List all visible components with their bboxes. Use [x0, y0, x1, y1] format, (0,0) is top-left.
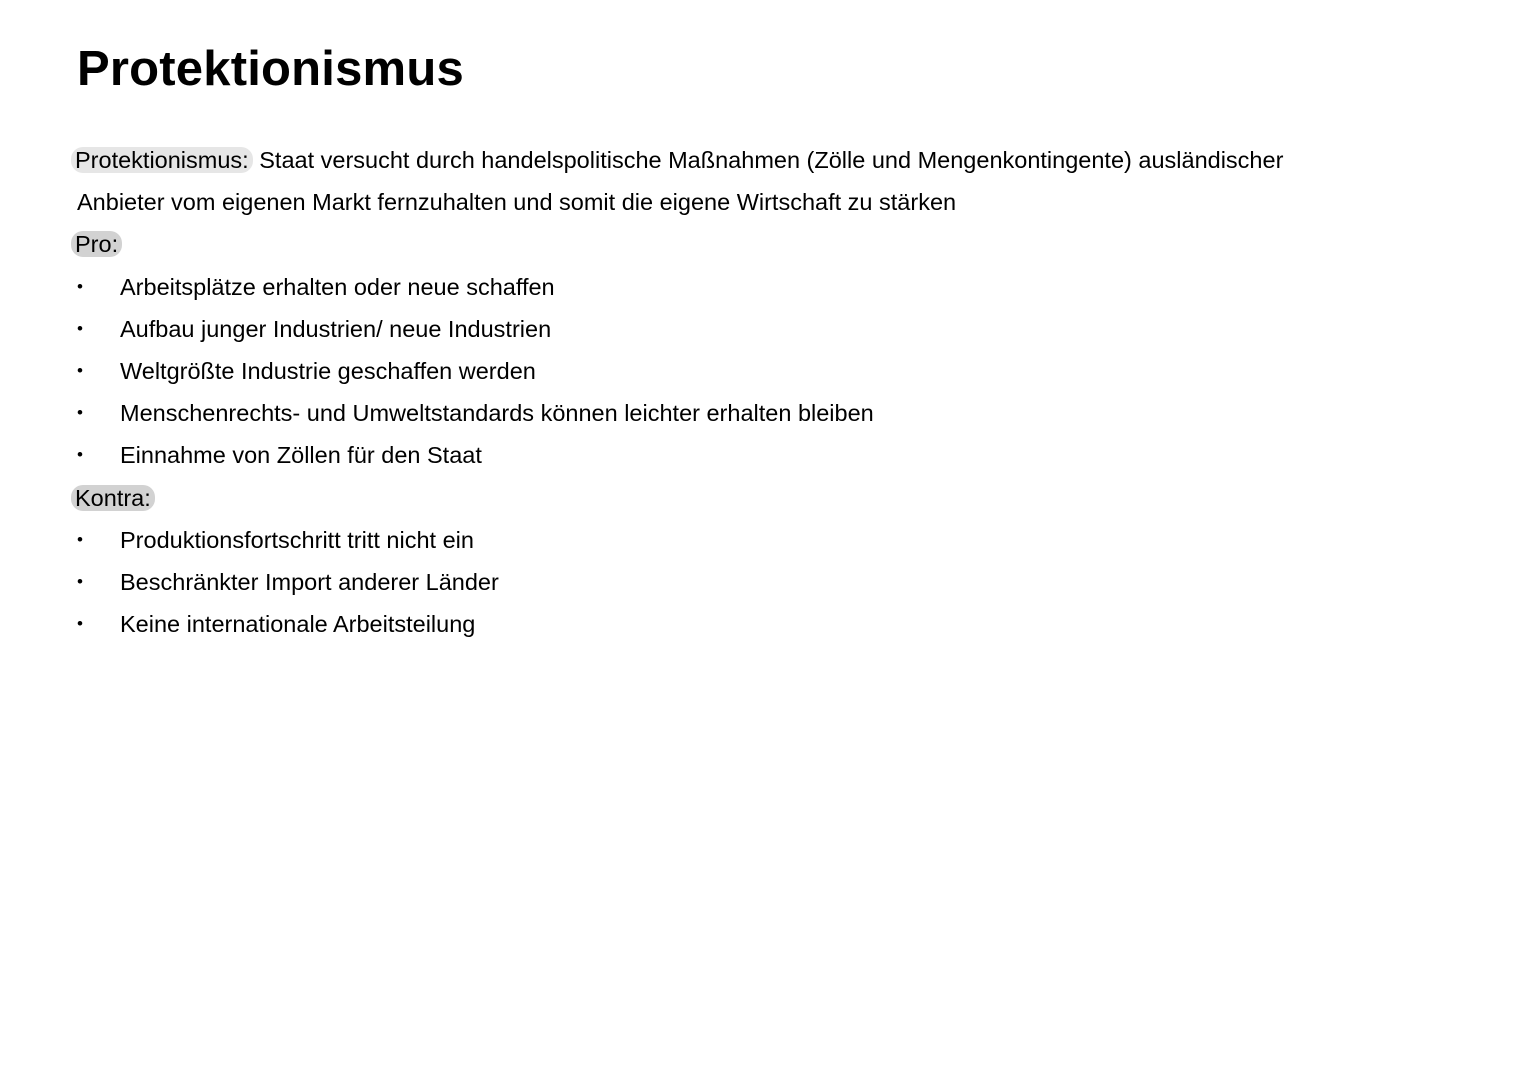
list-item — [77, 519, 1467, 561]
bullet-icon: • — [77, 445, 83, 465]
kontra-item-text: Beschränkter Import anderer Länder — [120, 568, 499, 595]
list-item — [77, 434, 1467, 476]
bullet-icon: • — [77, 571, 83, 591]
bullet-icon: • — [77, 614, 83, 634]
pro-item-text: Arbeitsplätze erhalten oder neue schaffen — [120, 273, 555, 300]
document-body — [77, 139, 1467, 645]
definition-term: Protektionismus: — [71, 147, 253, 173]
kontra-heading-line — [77, 477, 1467, 519]
pro-heading: Pro: — [71, 231, 122, 257]
bullet-icon: • — [77, 529, 83, 549]
bullet-icon: • — [77, 403, 83, 423]
bullet-icon: • — [77, 318, 83, 338]
list-item — [77, 266, 1467, 308]
definition-line-2 — [77, 181, 1467, 223]
definition-text-2: Anbieter vom eigenen Markt fernzuhalten und somit die eigene Wirtschaft zu stärken — [77, 189, 957, 216]
pro-heading-line — [77, 223, 1467, 265]
list-item — [77, 561, 1467, 603]
pro-item-text: Einnahme von Zöllen für den Staat — [120, 442, 482, 469]
page-title: Protektionismus — [77, 42, 464, 96]
pro-item-text: Weltgrößte Industrie geschaffen werden — [120, 357, 536, 384]
list-item — [77, 350, 1467, 392]
definition-line-1 — [77, 139, 1467, 181]
kontra-item-text: Keine internationale Arbeitsteilung — [120, 611, 476, 638]
list-item — [77, 392, 1467, 434]
definition-text-1: Staat versucht durch handelspolitische Maßnahmen (Zölle und Mengenkontingente) ausländischer — [259, 147, 1284, 173]
kontra-list — [77, 519, 1467, 646]
bullet-icon: • — [77, 276, 83, 296]
bullet-icon: • — [77, 360, 83, 380]
pro-item-text: Menschenrechts- und Umweltstandards können leichter erhalten bleiben — [120, 400, 874, 427]
pro-list — [77, 266, 1467, 477]
list-item — [77, 603, 1467, 645]
list-item — [77, 308, 1467, 350]
pro-item-text: Aufbau junger Industrien/ neue Industrien — [120, 315, 552, 342]
kontra-heading: Kontra: — [71, 485, 155, 511]
kontra-item-text: Produktionsfortschritt tritt nicht ein — [120, 526, 474, 553]
